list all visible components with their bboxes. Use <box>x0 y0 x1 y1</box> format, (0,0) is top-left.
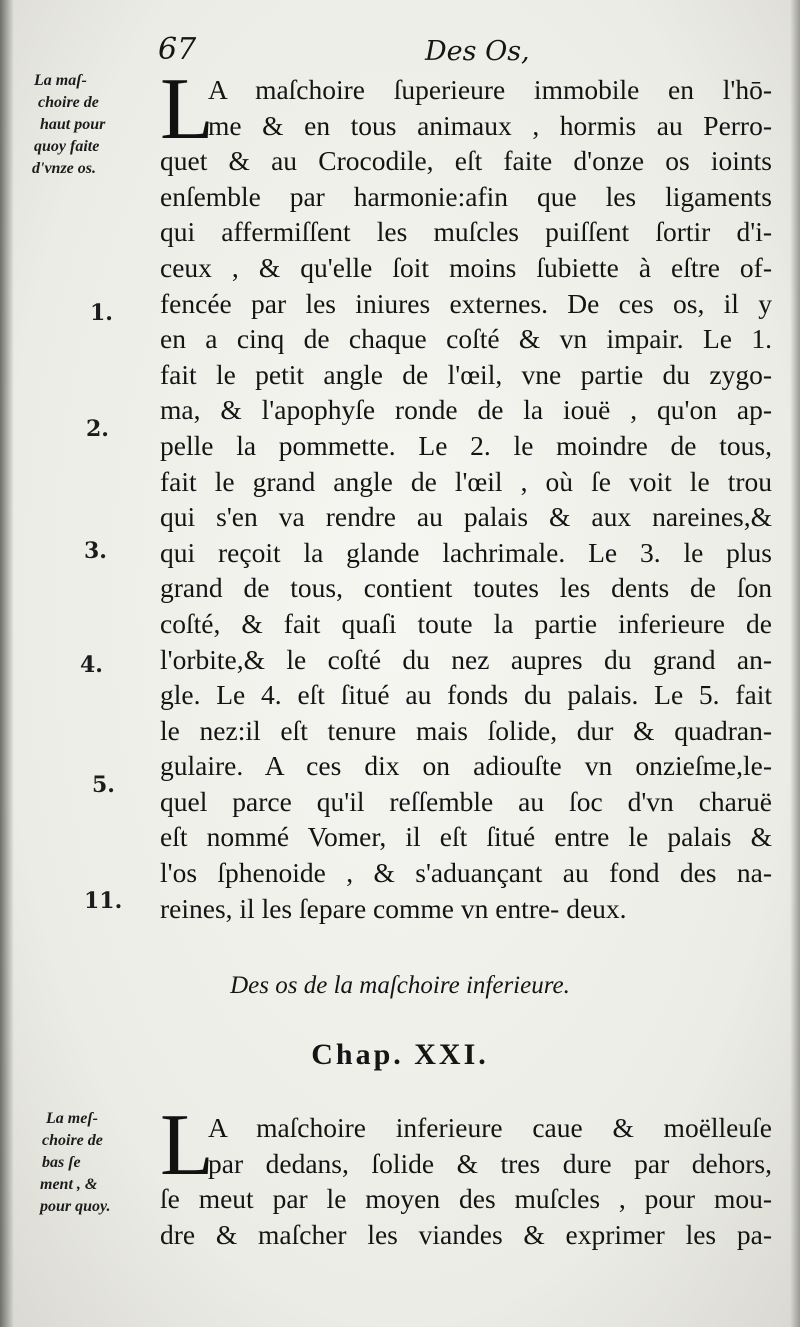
margin-number: 1. <box>90 300 113 326</box>
text-line: grand de tous, contient toutes les dents de ſon <box>160 572 772 604</box>
text-line: ceux , & qu'elle ſoit moins ſubiette à eſtre of- <box>160 251 772 283</box>
margin-number: 2. <box>86 416 109 442</box>
text-line: reines, il les ſepare comme vn entre- deux. <box>160 892 627 924</box>
text-line: ſe meut par le moyen des muſcles , pour mou- <box>160 1183 772 1215</box>
text-line: l'os ſphenoide , & s'aduançant au fond des na- <box>160 857 772 889</box>
text-line: qui s'en va rendre au palais & aux nareines,& <box>160 501 772 533</box>
margin-number: 3. <box>84 538 107 564</box>
text-line: coſté, & fait quaſi toute la partie inferieure de <box>160 607 772 639</box>
text-line: enſemble par harmonie:afin que les ligaments <box>160 180 772 212</box>
paragraph-lower-jaw <box>160 1110 772 1252</box>
page-number: 67 <box>158 32 197 67</box>
text-line: ma, & l'apophyſe ronde de la iouë , qu'on ap- <box>160 394 772 426</box>
text-line: gle. Le 4. eſt ſitué au fonds du palais. Le 5. fait <box>160 679 772 711</box>
text-line: quet & au Crocodile, eſt faite d'onze os ioints <box>160 145 772 177</box>
text-line: A maſchoire inferieure caue & moëlleuſe <box>208 1112 772 1143</box>
margin-note-line: pour quoy. <box>40 1198 111 1215</box>
text-line: qui affermiſſent les muſcles puiſſent ſortir d'i- <box>160 216 772 248</box>
page-header <box>0 28 800 68</box>
margin-number: 5. <box>92 772 115 798</box>
margin-note-line: choire de <box>42 1132 103 1149</box>
text-line: A maſchoire ſuperieure immobile en l'hō- <box>208 74 772 105</box>
margin-note-line: La meſ- <box>46 1110 98 1127</box>
margin-note-upper-jaw <box>28 70 152 180</box>
margin-note-line: haut pour <box>40 116 106 133</box>
text-line: me & en tous animaux , hormis au Perro- <box>208 109 772 141</box>
text-line: fait le petit angle de l'œil, vne partie du zygo- <box>160 358 772 390</box>
section-title: Des os de la maſchoire inferieure. <box>230 972 570 999</box>
text-line: en a cinq de chaque coſté & vn impair. Le 1. <box>160 323 772 355</box>
text-line: fencée par les iniures externes. De ces os, il y <box>160 287 772 319</box>
margin-note-line: bas ſe <box>42 1154 81 1171</box>
text-line: eſt nommé Vomer, il eſt ſitué entre le palais & <box>160 821 772 853</box>
chapter-title: Chap. XXI. <box>311 1038 489 1071</box>
page-gutter-shadow <box>0 0 14 1327</box>
text-line: qui reçoit la glande lachrimale. Le 3. le plus <box>160 536 772 568</box>
margin-number: 4. <box>80 652 103 678</box>
text-line: fait le grand angle de l'œil , où ſe voit le trou <box>160 465 772 497</box>
text-line: pelle la pommette. Le 2. le moindre de tous, <box>160 429 772 461</box>
text-line: l'orbite,& le coſté du nez aupres du grand an- <box>160 643 772 675</box>
text-line: le nez:il eſt tenure mais ſolide, dur & quadran- <box>160 714 772 746</box>
margin-note-line: choire de <box>38 94 99 111</box>
margin-note-lower-jaw <box>28 1108 152 1218</box>
drop-cap: L <box>160 1097 214 1194</box>
paragraph-upper-jaw <box>160 61 772 926</box>
text-line: dre & maſcher les viandes & exprimer les pa- <box>160 1218 772 1250</box>
margin-number: 11. <box>84 888 123 914</box>
page-edge-shadow <box>790 0 800 1327</box>
text-line: par dedans, ſolide & tres dure par dehors, <box>208 1147 772 1179</box>
margin-note-line: quoy faite <box>34 138 100 155</box>
text-line: quel parce qu'il reſſemble au ſoc d'vn charuë <box>160 785 772 817</box>
text-line: gulaire. A ces dix on adiouſte vn onzieſme,le- <box>160 750 772 782</box>
running-head: Des Os, <box>425 36 530 67</box>
margin-note-line: d'vnze os. <box>32 160 96 177</box>
margin-note-line: La maſ- <box>34 72 87 89</box>
drop-cap: L <box>160 61 214 158</box>
margin-note-line: ment , & <box>40 1176 98 1193</box>
